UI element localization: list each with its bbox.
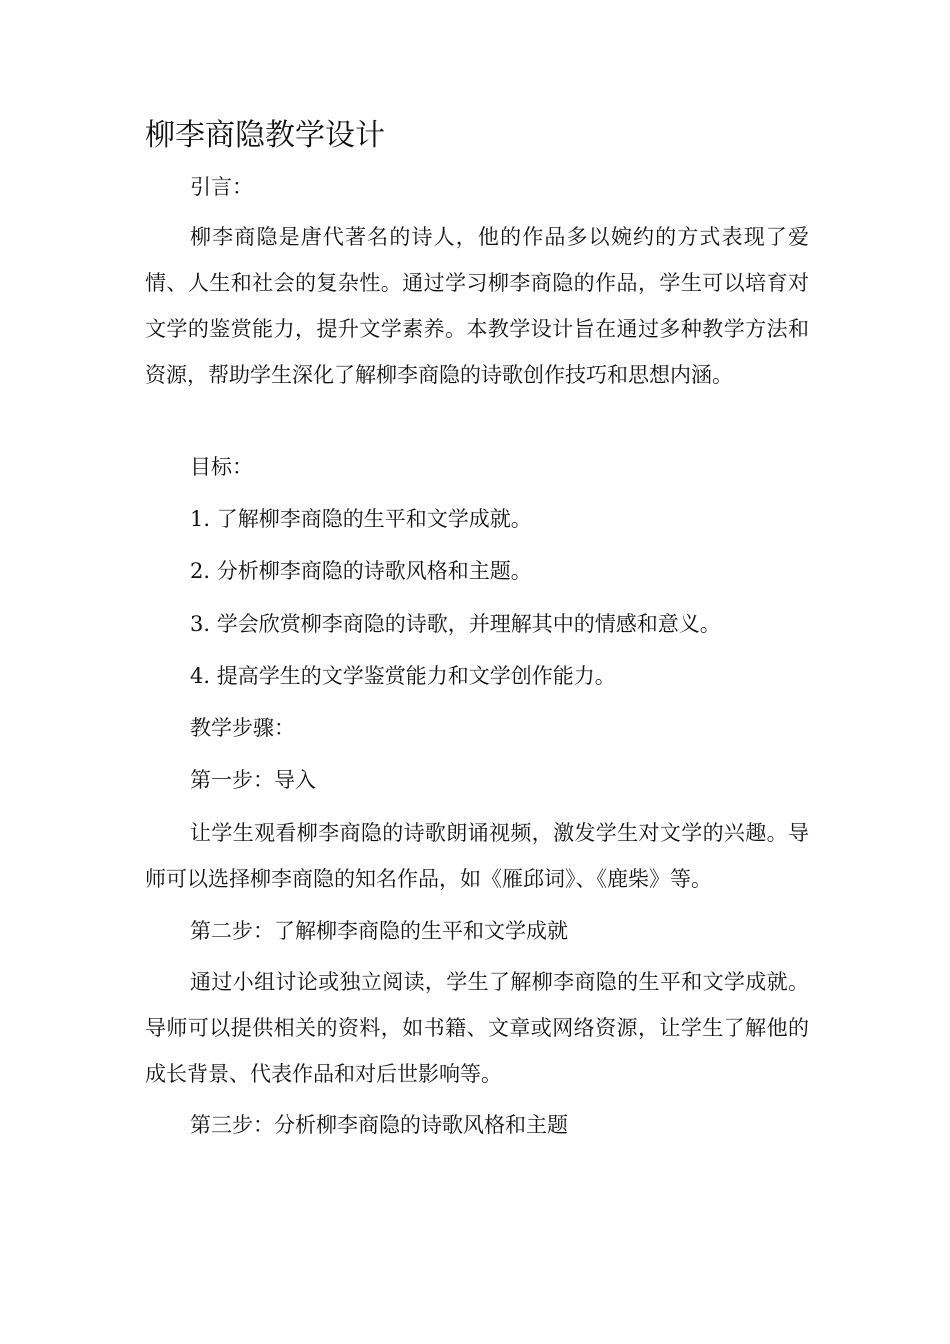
goal-item-2: 2. 分析柳李商隐的诗歌风格和主题。 [190, 559, 532, 583]
step1-paragraph: 让学生观看柳李商隐的诗歌朗诵视频，激发学生对文学的兴趣。导师可以选择柳李商隐的知名作品，如《雁邱词》、《鹿柴》等。 [145, 821, 809, 891]
goal-item-1: 1. 了解柳李商隐的生平和文学成就。 [190, 507, 532, 531]
goal-item-3: 3. 学会欣赏柳李商隐的诗歌，并理解其中的情感和意义。 [190, 612, 721, 636]
document-title: 柳李商隐教学设计 [145, 118, 385, 153]
goals-heading: 目标： [190, 455, 253, 479]
steps-heading: 教学步骤： [190, 716, 295, 740]
intro-heading: 引言： [190, 175, 253, 199]
step2-heading: 第二步：了解柳李商隐的生平和文学成就 [190, 919, 568, 943]
goal-item-4: 4. 提高学生的文学鉴赏能力和文学创作能力。 [190, 664, 616, 688]
step1-heading: 第一步：导入 [190, 768, 316, 792]
intro-paragraph: 柳李商隐是唐代著名的诗人，他的作品多以婉约的方式表现了爱情、人生和社会的复杂性。通过学习柳李商隐的作品，学生可以培育对文学的鉴赏能力，提升文学素养。本教学设计旨在通过多种教学方法和资源，帮助学生深化了解柳李商隐的诗歌创作技巧和思想内涵。 [145, 225, 809, 387]
step2-paragraph: 通过小组讨论或独立阅读，学生了解柳李商隐的生平和文学成就。导师可以提供相关的资料，如书籍、文章或网络资源，让学生了解他的成长背景、代表作品和对后世影响等。 [145, 970, 809, 1086]
step3-heading: 第三步：分析柳李商隐的诗歌风格和主题 [190, 1113, 568, 1137]
